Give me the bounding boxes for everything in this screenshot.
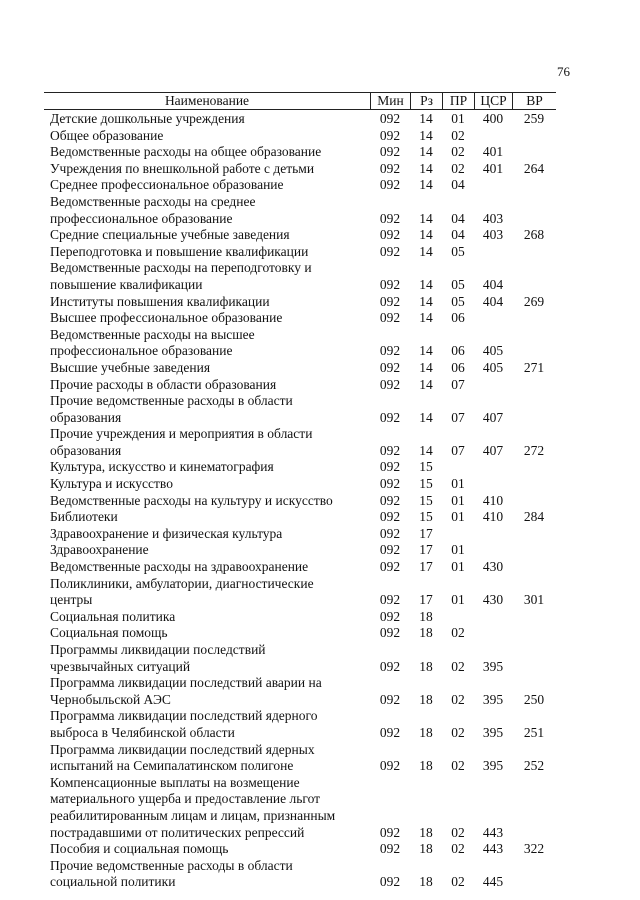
row-rz: 18 — [419, 724, 433, 740]
row-name — [44, 144, 370, 161]
row-pr: 02 — [451, 658, 465, 674]
row-min: 092 — [379, 658, 401, 674]
row-pr: 04 — [451, 227, 465, 243]
row-rz: 17 — [419, 559, 433, 575]
row-vr: 252 — [523, 758, 545, 774]
row-csr: 410 — [482, 509, 504, 525]
table-row — [44, 161, 556, 178]
table-row — [44, 858, 556, 891]
row-name-line: испытаний на Семипалатинском полигоне — [50, 758, 294, 774]
row-pr: 01 — [451, 111, 465, 126]
row-name — [44, 476, 370, 493]
row-pr: 07 — [451, 376, 465, 392]
row-name-line: Ведомственные расходы на общее образование — [50, 144, 322, 160]
row-rz: 14 — [419, 276, 433, 292]
row-name-line: Учреждения по внешкольной работе с детьми — [50, 160, 315, 176]
row-min: 092 — [379, 841, 401, 857]
row-name-line: Здравоохранение — [50, 542, 149, 558]
row-min: 092 — [379, 592, 401, 608]
row-name — [44, 360, 370, 377]
row-name-line: Программа ликвидации последствий ядерных — [50, 741, 315, 757]
table-row — [44, 493, 556, 510]
table-row — [44, 377, 556, 394]
row-name-line: Высшие учебные заведения — [50, 359, 211, 375]
row-vr: 250 — [523, 691, 545, 707]
row-vr: 268 — [523, 227, 545, 243]
row-name-line: профессиональное образование — [50, 210, 233, 226]
row-name-line: Социальная помощь — [50, 625, 168, 641]
row-csr: 405 — [482, 359, 504, 375]
row-vr: 272 — [523, 442, 545, 458]
row-min: 092 — [379, 509, 401, 525]
row-pr: 05 — [451, 293, 465, 309]
row-name-line: Ведомственные расходы на высшее — [50, 326, 255, 342]
row-name — [44, 775, 370, 841]
row-name-line: образования — [50, 442, 122, 458]
row-min: 092 — [379, 542, 401, 558]
row-min: 092 — [379, 376, 401, 392]
header-csr: ЦСР — [474, 93, 512, 109]
row-csr: 404 — [482, 276, 504, 292]
table-row — [44, 310, 556, 327]
row-vr: 271 — [523, 359, 545, 375]
row-csr: 400 — [482, 111, 504, 126]
row-csr: 405 — [482, 343, 504, 359]
table-row — [44, 775, 556, 841]
row-rz: 14 — [419, 409, 433, 425]
row-name-line: Культура и искусство — [50, 476, 173, 492]
row-name — [44, 841, 370, 858]
row-min: 092 — [379, 724, 401, 740]
row-name-line: Социальная политика — [50, 608, 176, 624]
row-name-line: Программа ликвидации последствий ядерного — [50, 708, 318, 724]
table-row — [44, 526, 556, 543]
row-name — [44, 576, 370, 609]
row-name — [44, 177, 370, 194]
table-row — [44, 675, 556, 708]
row-rz: 14 — [419, 310, 433, 326]
row-min: 092 — [379, 476, 401, 492]
row-name — [44, 642, 370, 675]
row-name-line: выброса в Челябинской области — [50, 724, 235, 740]
row-vr: 322 — [523, 841, 545, 857]
row-name-line: Переподготовка и повышение квалификации — [50, 243, 309, 259]
table-row — [44, 111, 556, 128]
table-row — [44, 576, 556, 609]
row-name-line: Средние специальные учебные заведения — [50, 227, 290, 243]
table-row — [44, 841, 556, 858]
table-body — [44, 110, 556, 891]
row-rz: 15 — [419, 476, 433, 492]
row-min: 092 — [379, 525, 401, 541]
row-name — [44, 161, 370, 178]
row-name — [44, 675, 370, 708]
row-rz: 18 — [419, 758, 433, 774]
row-min: 092 — [379, 409, 401, 425]
row-rz: 18 — [419, 658, 433, 674]
row-min: 092 — [379, 758, 401, 774]
row-name-line: Детские дошкольные учреждения — [50, 111, 245, 126]
row-min: 092 — [379, 442, 401, 458]
row-csr: 403 — [482, 210, 504, 226]
row-rz: 15 — [419, 492, 433, 508]
row-name — [44, 128, 370, 145]
table-row — [44, 128, 556, 145]
row-csr: 395 — [482, 724, 504, 740]
row-name-line: социальной политики — [50, 874, 176, 890]
table-row — [44, 509, 556, 526]
row-min: 092 — [379, 310, 401, 326]
row-name-line: Культура, искусство и кинематография — [50, 459, 274, 475]
row-pr: 02 — [451, 824, 465, 840]
row-name-line: Высшее профессиональное образование — [50, 310, 283, 326]
row-rz: 15 — [419, 459, 433, 475]
row-pr: 01 — [451, 592, 465, 608]
row-name-line: Прочие ведомственные расходы в области — [50, 393, 293, 409]
row-rz: 14 — [419, 227, 433, 243]
row-pr: 02 — [451, 625, 465, 641]
row-name — [44, 542, 370, 559]
row-rz: 15 — [419, 509, 433, 525]
row-name — [44, 742, 370, 775]
row-name-line: Прочие учреждения и мероприятия в области — [50, 426, 313, 442]
row-name — [44, 509, 370, 526]
row-csr: 395 — [482, 758, 504, 774]
row-rz: 18 — [419, 874, 433, 890]
row-vr: 269 — [523, 293, 545, 309]
row-rz: 18 — [419, 824, 433, 840]
row-name — [44, 493, 370, 510]
row-name-line: повышение квалификации — [50, 276, 203, 292]
row-name-line: Ведомственные расходы на переподготовку и — [50, 260, 312, 276]
row-min: 092 — [379, 691, 401, 707]
row-csr: 401 — [482, 144, 504, 160]
row-min: 092 — [379, 359, 401, 375]
row-vr: 264 — [523, 160, 545, 176]
row-name-line: материального ущерба и предоставление льгот — [50, 791, 321, 807]
row-name — [44, 111, 370, 128]
table-row — [44, 708, 556, 741]
row-pr: 02 — [451, 160, 465, 176]
row-csr: 395 — [482, 658, 504, 674]
row-name — [44, 526, 370, 543]
row-rz: 18 — [419, 691, 433, 707]
row-name — [44, 377, 370, 394]
row-pr: 07 — [451, 409, 465, 425]
row-name — [44, 858, 370, 891]
row-name-line: Программа ликвидации последствий аварии на — [50, 675, 322, 691]
row-csr: 430 — [482, 592, 504, 608]
row-name-line: Ведомственные расходы на культуру и искусство — [50, 492, 333, 508]
row-name-line: Среднее профессиональное образование — [50, 177, 284, 193]
row-name-line: Программы ликвидации последствий — [50, 642, 266, 657]
row-csr: 407 — [482, 409, 504, 425]
row-name — [44, 227, 370, 244]
row-pr: 04 — [451, 177, 465, 193]
table-row — [44, 542, 556, 559]
row-pr: 05 — [451, 243, 465, 259]
row-name — [44, 708, 370, 741]
table-row — [44, 360, 556, 377]
row-name — [44, 310, 370, 327]
row-name-line: чрезвычайных ситуаций — [50, 658, 191, 674]
row-pr: 01 — [451, 542, 465, 558]
row-name-line: Компенсационные выплаты на возмещение — [50, 774, 300, 790]
header-pr: ПР — [442, 93, 474, 109]
row-name-line: профессиональное образование — [50, 343, 233, 359]
row-pr: 02 — [451, 758, 465, 774]
row-name — [44, 625, 370, 642]
table-row — [44, 642, 556, 675]
row-vr: 284 — [523, 509, 545, 525]
row-name — [44, 426, 370, 459]
row-csr: 410 — [482, 492, 504, 508]
row-pr: 01 — [451, 559, 465, 575]
table-row — [44, 260, 556, 293]
row-pr: 06 — [451, 343, 465, 359]
row-rz: 14 — [419, 127, 433, 143]
row-csr: 403 — [482, 227, 504, 243]
row-pr: 02 — [451, 691, 465, 707]
row-min: 092 — [379, 177, 401, 193]
row-rz: 18 — [419, 625, 433, 641]
row-min: 092 — [379, 243, 401, 259]
row-name-line: Здравоохранение и физическая культура — [50, 525, 283, 541]
row-min: 092 — [379, 111, 401, 126]
row-csr: 443 — [482, 824, 504, 840]
row-pr: 05 — [451, 276, 465, 292]
row-rz: 14 — [419, 243, 433, 259]
row-name — [44, 294, 370, 311]
table-row — [44, 476, 556, 493]
row-csr: 395 — [482, 691, 504, 707]
row-min: 092 — [379, 625, 401, 641]
row-csr: 430 — [482, 559, 504, 575]
header-rz: Рз — [410, 93, 442, 109]
row-name-line: Ведомственные расходы на здравоохранение — [50, 559, 309, 575]
table-row — [44, 459, 556, 476]
row-name-line: Институты повышения квалификации — [50, 293, 270, 309]
table-row — [44, 625, 556, 642]
row-min: 092 — [379, 127, 401, 143]
row-rz: 14 — [419, 343, 433, 359]
row-vr: 259 — [523, 111, 545, 126]
row-name-line: Прочие расходы в области образования — [50, 376, 277, 392]
row-name — [44, 609, 370, 626]
row-name — [44, 260, 370, 293]
row-min: 092 — [379, 874, 401, 890]
table-header — [44, 92, 556, 110]
row-min: 092 — [379, 160, 401, 176]
row-name — [44, 244, 370, 261]
row-name-line: Пособия и социальная помощь — [50, 841, 229, 857]
budget-table — [44, 92, 556, 891]
table-row — [44, 426, 556, 459]
row-min: 092 — [379, 276, 401, 292]
row-rz: 14 — [419, 442, 433, 458]
row-min: 092 — [379, 824, 401, 840]
row-pr: 02 — [451, 724, 465, 740]
row-rz: 14 — [419, 359, 433, 375]
row-name-line: центры — [50, 592, 93, 608]
row-csr: 401 — [482, 160, 504, 176]
row-pr: 07 — [451, 442, 465, 458]
table-row — [44, 609, 556, 626]
row-min: 092 — [379, 343, 401, 359]
row-pr: 02 — [451, 127, 465, 143]
row-csr: 445 — [482, 874, 504, 890]
row-rz: 17 — [419, 525, 433, 541]
row-min: 092 — [379, 227, 401, 243]
table-row — [44, 177, 556, 194]
row-vr: 301 — [523, 592, 545, 608]
row-name-line: Поликлиники, амбулатории, диагностические — [50, 575, 314, 591]
row-name — [44, 327, 370, 360]
table-row — [44, 742, 556, 775]
table-row — [44, 559, 556, 576]
row-rz: 14 — [419, 144, 433, 160]
row-name-line: Прочие ведомственные расходы в области — [50, 857, 293, 873]
row-rz: 14 — [419, 177, 433, 193]
row-name — [44, 194, 370, 227]
row-min: 092 — [379, 293, 401, 309]
row-vr: 251 — [523, 724, 545, 740]
table-row — [44, 327, 556, 360]
row-pr: 01 — [451, 492, 465, 508]
row-pr: 01 — [451, 476, 465, 492]
row-pr: 02 — [451, 841, 465, 857]
row-min: 092 — [379, 459, 401, 475]
row-rz: 14 — [419, 293, 433, 309]
row-name-line: Чернобыльской АЭС — [50, 691, 171, 707]
row-pr: 06 — [451, 359, 465, 375]
row-min: 092 — [379, 492, 401, 508]
row-rz: 17 — [419, 592, 433, 608]
table-row — [44, 144, 556, 161]
row-rz: 14 — [419, 376, 433, 392]
row-name — [44, 559, 370, 576]
header-min: Мин — [370, 93, 410, 109]
row-name — [44, 393, 370, 426]
table-row — [44, 227, 556, 244]
row-name-line: Ведомственные расходы на среднее — [50, 193, 256, 209]
row-rz: 17 — [419, 542, 433, 558]
row-pr: 02 — [451, 144, 465, 160]
table-row — [44, 194, 556, 227]
row-csr: 404 — [482, 293, 504, 309]
row-csr: 443 — [482, 841, 504, 857]
row-name-line: Библиотеки — [50, 509, 118, 525]
row-pr: 06 — [451, 310, 465, 326]
table-row — [44, 294, 556, 311]
row-rz: 18 — [419, 608, 433, 624]
row-pr: 02 — [451, 874, 465, 890]
row-rz: 14 — [419, 111, 433, 126]
row-name-line: реабилитированным лицам и лицам, признанным — [50, 807, 336, 823]
table-row — [44, 393, 556, 426]
row-name-line: образования — [50, 409, 122, 425]
row-rz: 18 — [419, 841, 433, 857]
row-name — [44, 459, 370, 476]
row-min: 092 — [379, 559, 401, 575]
row-rz: 14 — [419, 210, 433, 226]
row-min: 092 — [379, 210, 401, 226]
row-csr: 407 — [482, 442, 504, 458]
row-name-line: пострадавшими от политических репрессий — [50, 824, 305, 840]
row-pr: 04 — [451, 210, 465, 226]
table-row — [44, 244, 556, 261]
row-rz: 14 — [419, 160, 433, 176]
header-name: Наименование — [164, 93, 250, 108]
row-name-line: Общее образование — [50, 127, 164, 143]
row-pr: 01 — [451, 509, 465, 525]
page-number: 76 — [557, 64, 570, 79]
header-vr: ВР — [512, 93, 556, 109]
row-min: 092 — [379, 144, 401, 160]
row-min: 092 — [379, 608, 401, 624]
